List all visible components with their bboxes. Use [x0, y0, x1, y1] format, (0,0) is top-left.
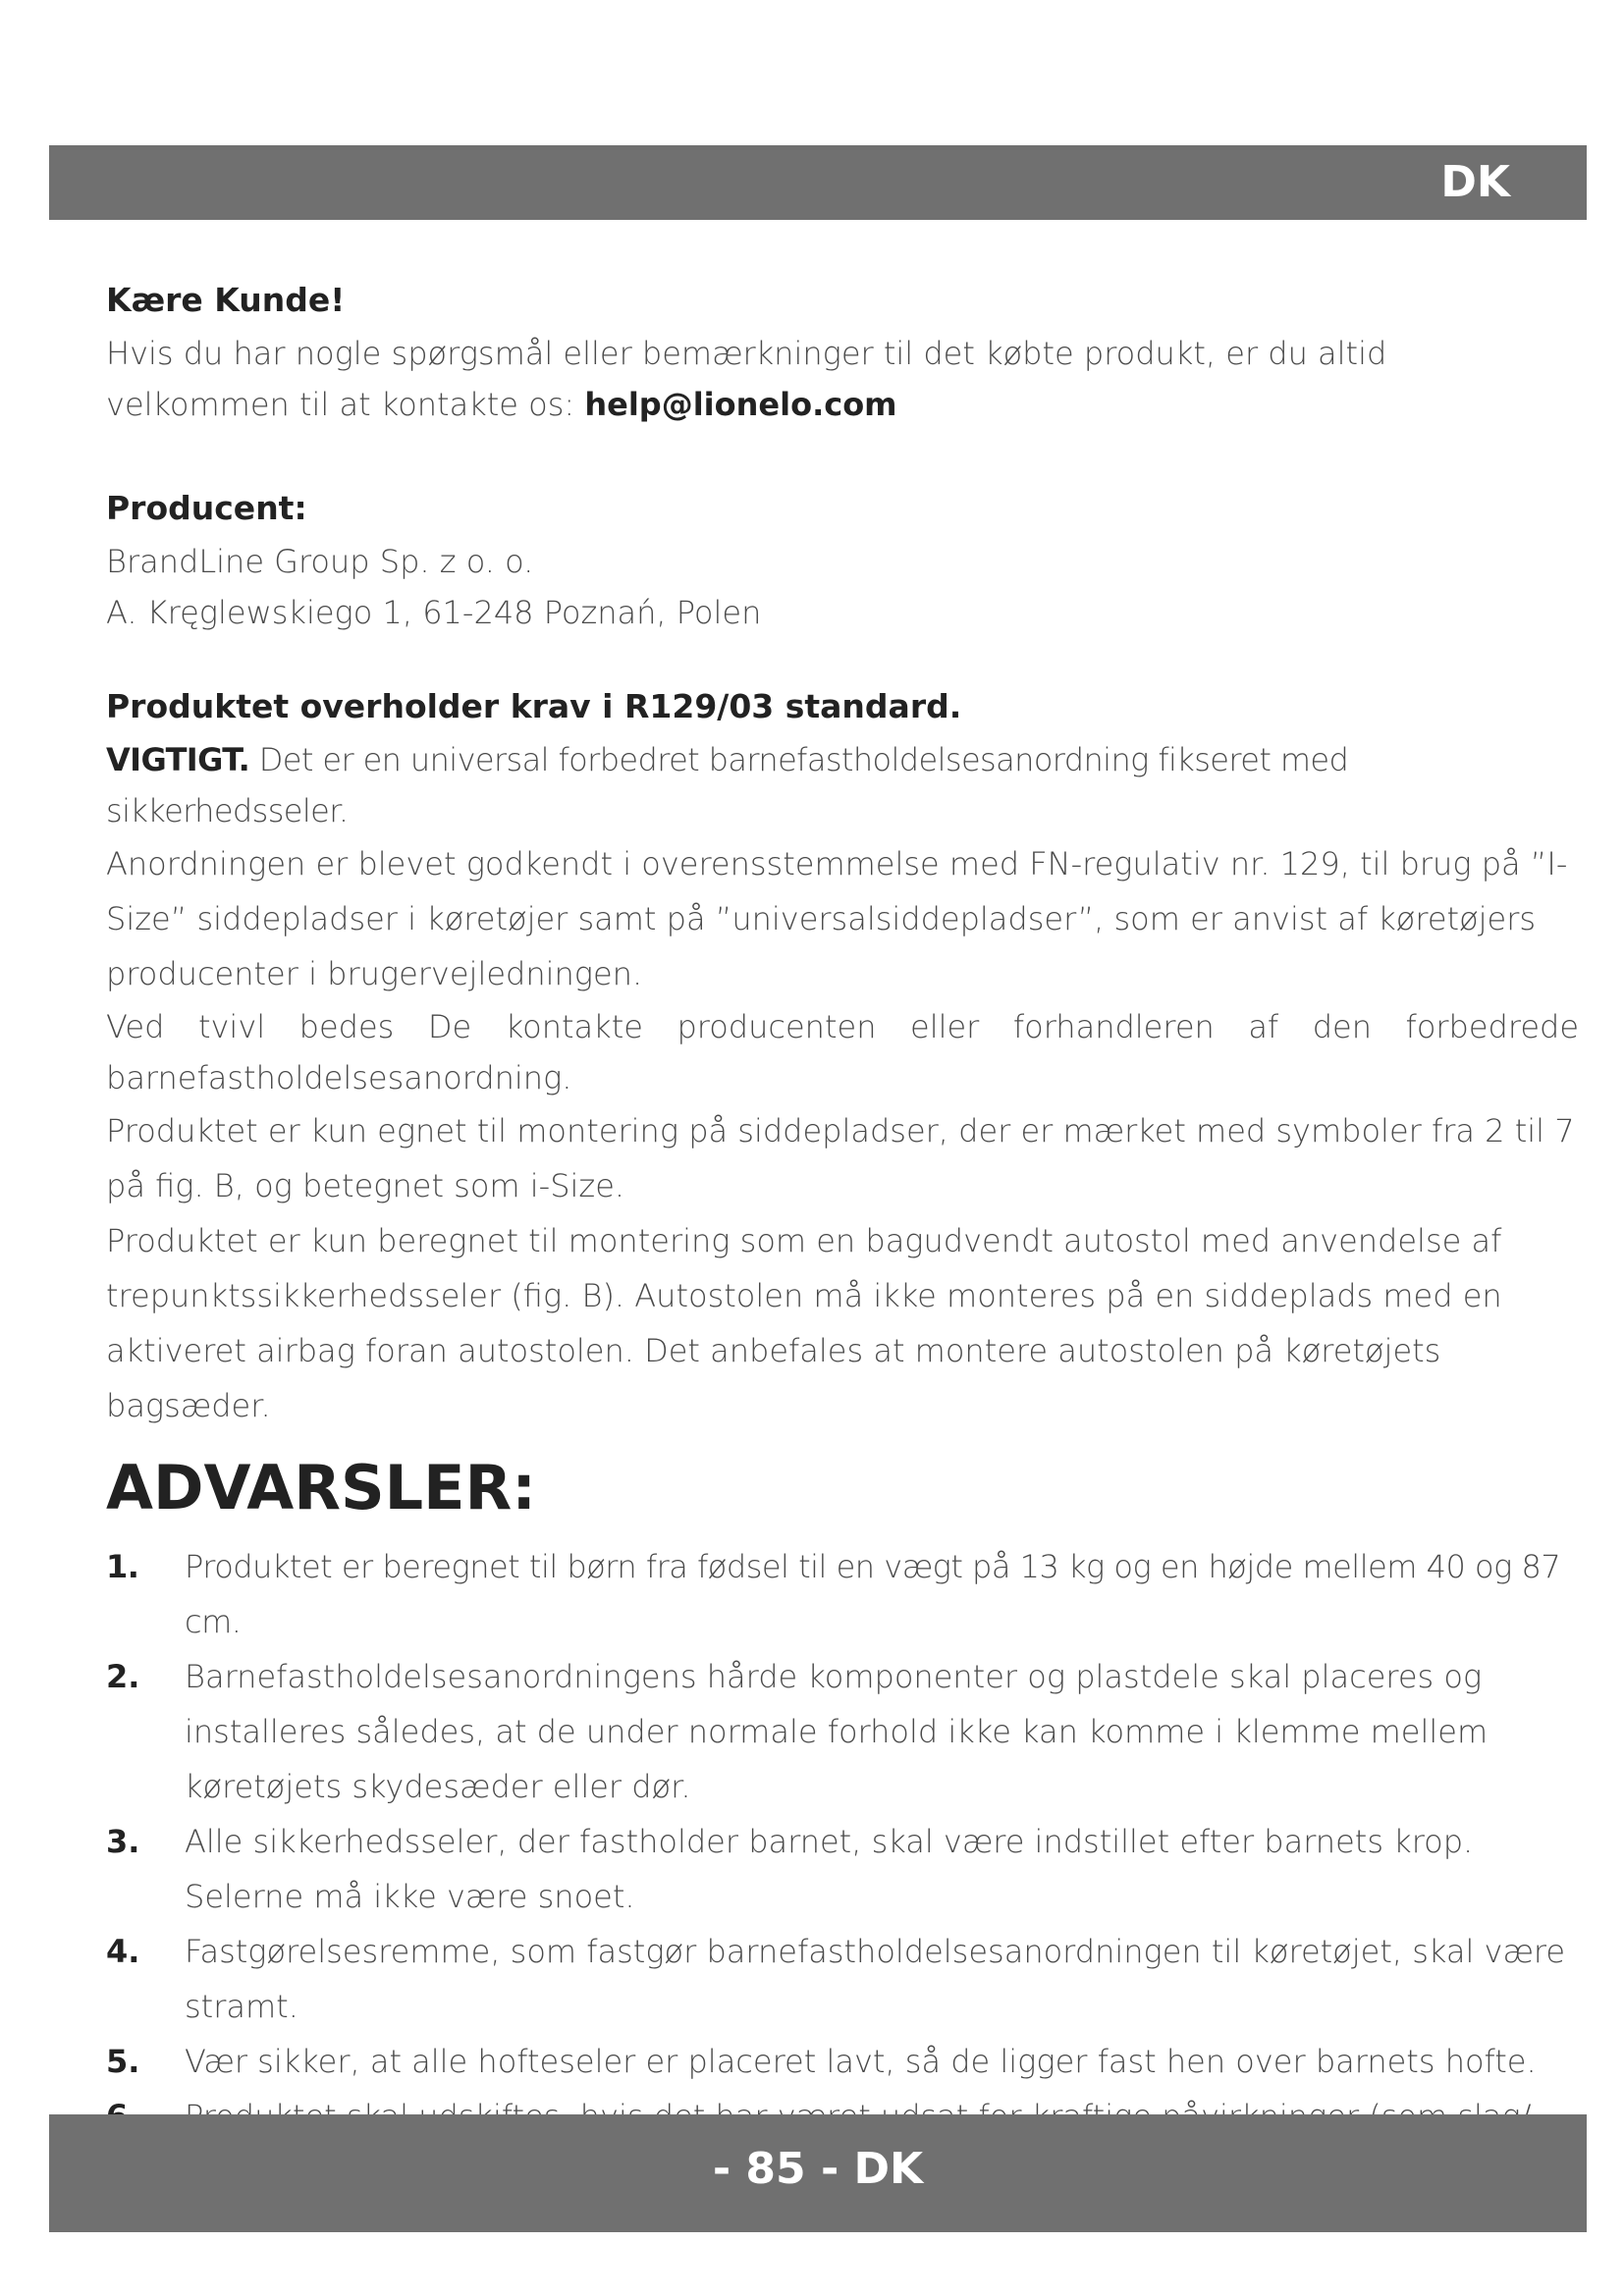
producer-address: A. Kręglewskiego 1, 61-248 Poznań, Polen [106, 594, 762, 631]
warning-item: 4. Fastgørelsesremme, som fastgør barnefastholdelsesanordningen til køretøjet, skal være stramt. [106, 1933, 1566, 2025]
seat-paragraph: Produktet er kun egnet til montering på siddepladser, der er mærket med symboler fra 2 til 7 på fig. B, og betegnet som i-Size. [106, 1112, 1575, 1204]
compliance-title: Produktet overholder krav i R129/03 standard. [106, 687, 962, 725]
mounting-paragraph: Produktet er kun beregnet til montering som en bagudvendt autostol med anvendelse af trepunktssikkerhedsseler (fig. B). Autostolen må ikke monteres på en siddeplads med en aktiveret airbag foran autostolen. Det anbefales at montere autostolen på køretøjets bagsæder. [106, 1222, 1502, 1424]
important-text: Det er en universal forbedret barnefastholdelsesanordning fikseret med sikkerhedsseler. [106, 741, 1349, 829]
footer-bar [49, 2114, 1587, 2232]
producer-title: Producent: [106, 489, 307, 527]
header-bar [49, 145, 1587, 220]
warning-item: 5. Vær sikker, at alle hofteseler er placeret lavt, så de ligger fast hen over barnets hofte. [106, 2043, 1537, 2080]
greeting-body: Hvis du har nogle spørgsmål eller bemærkninger til det købte produkt, er du altid velkommen til at kontakte os: [106, 335, 1387, 423]
warning-item: 3. Alle sikkerhedsseler, der fastholder barnet, skal være indstillet efter barnets krop. Selerne må ikke være snoet. [106, 1823, 1474, 1915]
producer-name: BrandLine Group Sp. z o. o. [106, 543, 534, 580]
warning-item: 2. Barnefastholdelsesanordningens hårde komponenter og plastdele skal placeres og installeres således, at de under normale forhold ikke kan komme i klemme mellem køretøjets skydesæder eller dør. [106, 1658, 1489, 1805]
support-email-link[interactable]: help@lionelo.com [584, 386, 897, 423]
greeting-text [106, 328, 1579, 430]
important-notice [106, 734, 1579, 836]
page-content [106, 273, 1579, 2199]
warnings-title: ADVARSLER: [106, 1452, 536, 1523]
approval-paragraph: Anordningen er blevet godkendt i overensstemmelse med FN-regulativ nr. 129, til brug på ”I-Size” siddepladser i køretøjer samt på ”universalsiddepladser”, som er anvist af køretøjers producenter i brugervejledningen. [106, 845, 1568, 992]
warnings-list [106, 1539, 1579, 2199]
important-label: VIGTIGT. [106, 741, 250, 778]
greeting-title: Kære Kunde! [106, 281, 346, 319]
page-number: - 85 - DK [712, 2144, 924, 2194]
contact-paragraph: Ved tvivl bedes De kontakte producenten eller forhandleren af den forbedrede barnefastholdelsesanordning. [106, 1008, 1579, 1096]
warning-item: 1. Produktet er beregnet til børn fra fødsel til en vægt på 13 kg og en højde mellem 40 og 87 cm. [106, 1548, 1561, 1640]
language-code: DK [1440, 157, 1510, 207]
